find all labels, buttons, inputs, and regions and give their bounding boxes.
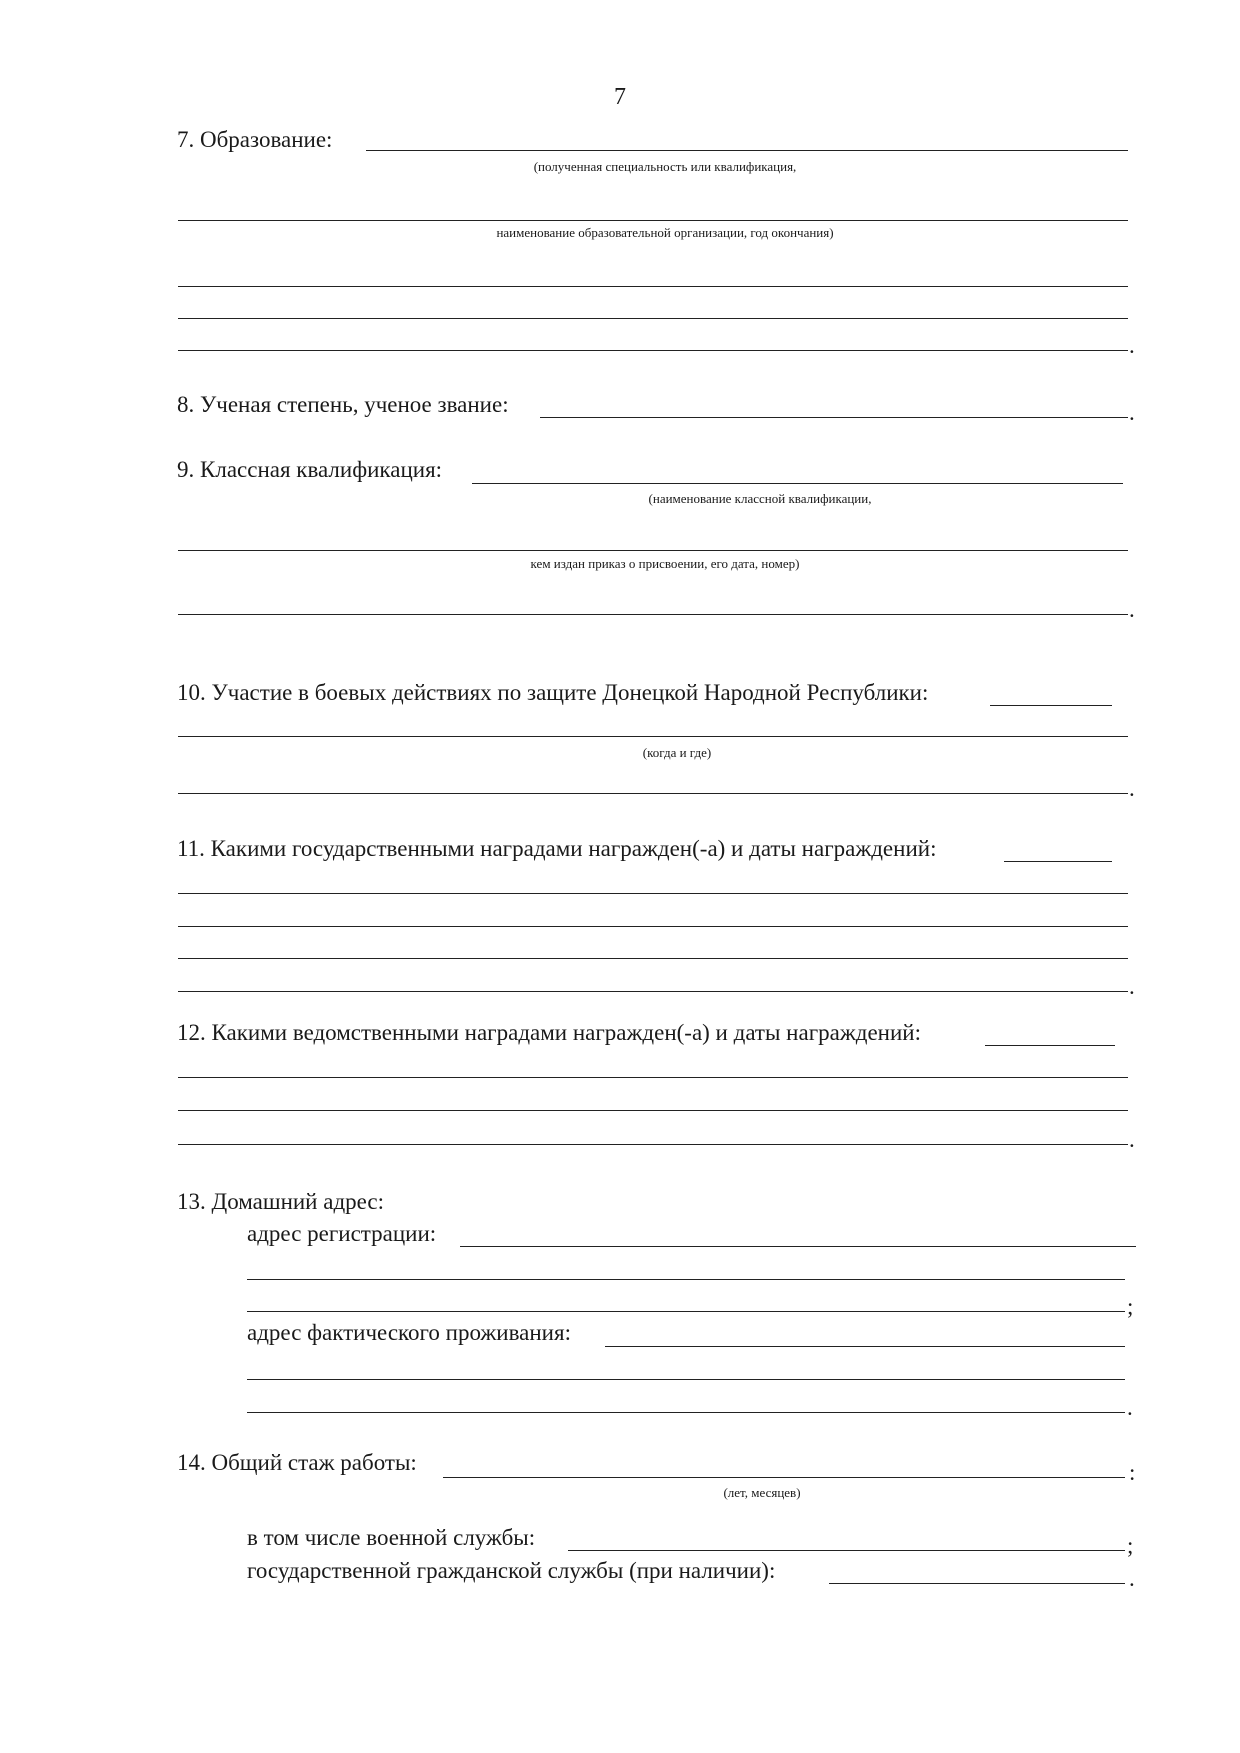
actual-address-field-2[interactable] bbox=[247, 1379, 1125, 1380]
home-address-label: 13. Домашний адрес: bbox=[177, 1189, 385, 1214]
total-experience-field[interactable] bbox=[443, 1477, 1125, 1478]
actual-address-field-1[interactable] bbox=[605, 1346, 1125, 1347]
academic-degree-field[interactable] bbox=[540, 417, 1128, 418]
combat-participation-field-2[interactable] bbox=[178, 736, 1128, 737]
education-field-2[interactable] bbox=[178, 220, 1128, 221]
total-experience-hint: (лет, месяцев) bbox=[723, 1485, 801, 1500]
class-qualification-field-1[interactable] bbox=[472, 483, 1123, 484]
departmental-awards-label: 12. Какими ведомственными наградами награжден(-а) и даты награждений: bbox=[177, 1020, 921, 1045]
state-awards-field-2[interactable] bbox=[178, 893, 1128, 894]
registration-address-label: адрес регистрации: bbox=[247, 1221, 437, 1246]
colon-mark: : bbox=[1129, 1460, 1136, 1485]
page-number: 7 bbox=[614, 84, 626, 110]
state-awards-field-4[interactable] bbox=[178, 958, 1128, 959]
academic-degree-label: 8. Ученая степень, ученое звание: bbox=[177, 392, 509, 417]
actual-address-field-3[interactable] bbox=[247, 1412, 1125, 1413]
period-mark: . bbox=[1127, 1395, 1133, 1420]
state-awards-field-1[interactable] bbox=[1004, 861, 1112, 862]
period-mark: . bbox=[1129, 597, 1135, 622]
education-label: 7. Образование: bbox=[177, 127, 333, 152]
departmental-awards-field-4[interactable] bbox=[178, 1144, 1128, 1145]
period-mark: . bbox=[1129, 1127, 1135, 1152]
military-service-label: в том числе военной службы: bbox=[247, 1525, 536, 1550]
period-mark: . bbox=[1129, 333, 1135, 358]
state-awards-field-3[interactable] bbox=[178, 926, 1128, 927]
class-qualification-field-2[interactable] bbox=[178, 550, 1128, 551]
period-mark: . bbox=[1129, 776, 1135, 801]
departmental-awards-field-2[interactable] bbox=[178, 1077, 1128, 1078]
class-qualification-hint-2: кем издан приказ о присвоении, его дата, номер) bbox=[530, 556, 800, 571]
education-field-4[interactable] bbox=[178, 318, 1128, 319]
education-field-1[interactable] bbox=[366, 150, 1128, 151]
combat-participation-label: 10. Участие в боевых действиях по защите Донецкой Народной Республики: bbox=[177, 680, 929, 705]
semicolon-mark: ; bbox=[1127, 1294, 1134, 1319]
education-hint-2: наименование образовательной организации, год окончания) bbox=[496, 225, 834, 240]
semicolon-mark: ; bbox=[1127, 1533, 1134, 1558]
education-field-5[interactable] bbox=[178, 350, 1128, 351]
class-qualification-hint-1: (наименование классной квалификации, bbox=[648, 491, 872, 506]
class-qualification-label: 9. Классная квалификация: bbox=[177, 457, 443, 482]
period-mark: . bbox=[1129, 974, 1135, 999]
combat-participation-field-3[interactable] bbox=[178, 793, 1128, 794]
period-mark: . bbox=[1129, 400, 1135, 425]
combat-participation-field-1[interactable] bbox=[990, 705, 1112, 706]
education-hint-1: (полученная специальность или квалификация, bbox=[533, 159, 797, 174]
civil-service-field[interactable] bbox=[829, 1583, 1125, 1584]
registration-address-field-3[interactable] bbox=[247, 1311, 1125, 1312]
period-mark: . bbox=[1129, 1566, 1135, 1591]
military-service-field[interactable] bbox=[568, 1550, 1125, 1551]
actual-address-label: адрес фактического проживания: bbox=[247, 1320, 571, 1345]
registration-address-field-1[interactable] bbox=[460, 1246, 1136, 1247]
combat-participation-hint: (когда и где) bbox=[642, 745, 712, 760]
state-awards-label: 11. Какими государственными наградами награжден(-а) и даты награждений: bbox=[177, 836, 937, 861]
civil-service-label: государственной гражданской службы (при наличии): bbox=[247, 1558, 776, 1583]
total-experience-label: 14. Общий стаж работы: bbox=[177, 1450, 417, 1475]
class-qualification-field-3[interactable] bbox=[178, 614, 1128, 615]
departmental-awards-field-1[interactable] bbox=[985, 1045, 1115, 1046]
registration-address-field-2[interactable] bbox=[247, 1279, 1125, 1280]
education-field-3[interactable] bbox=[178, 286, 1128, 287]
departmental-awards-field-3[interactable] bbox=[178, 1110, 1128, 1111]
state-awards-field-5[interactable] bbox=[178, 991, 1128, 992]
